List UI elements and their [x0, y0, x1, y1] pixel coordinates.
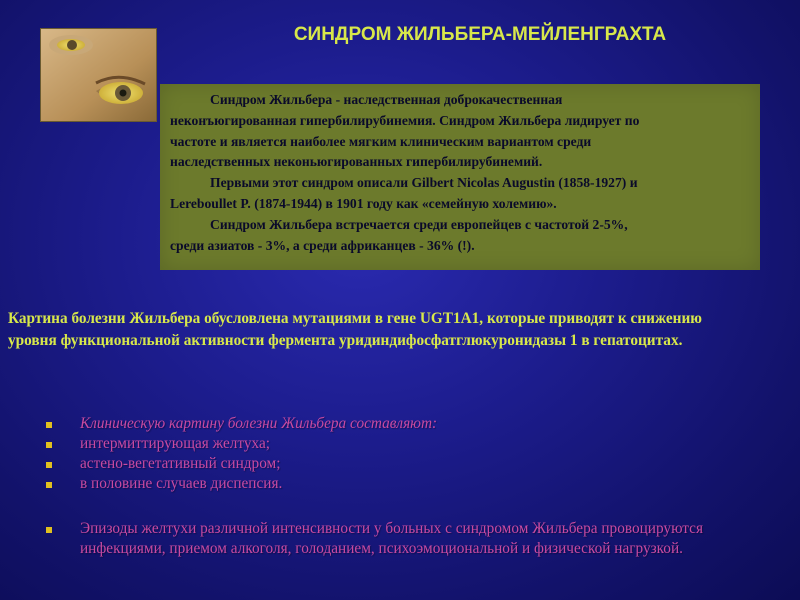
mutation-paragraph: Картина болезни Жильбера обусловлена мутациями в гене UGT1A1, которые приводят к снижению уровня функциональной активности фермента уридиндифосфатглюкуронидазы 1 в гепатоцитах.	[8, 310, 702, 349]
box-line: Первыми этот синдром описали Gilbert Nicolas Augustin (1858-1927) и	[210, 175, 638, 191]
jaundiced-eye-photo	[40, 28, 157, 122]
list-item	[46, 474, 766, 494]
box-line: наследственных неконьюгированных гипербилирубинемий.	[170, 154, 543, 170]
box-line: среди азиатов - 3%, а среди африканцев - 36% (!).	[170, 237, 475, 253]
box-line: неконъюгированная гипербилирубинемия. Синдром Жильбера лидирует по	[170, 112, 640, 128]
info-box	[160, 84, 760, 270]
box-line: Lereboullet P. (1874-1944) в 1901 году как «семейную холемию».	[170, 195, 557, 211]
episodes-text: Эпизоды желтухи различной интенсивности у больных с синдромом Жильбера провоцируются инфекциями, приемом алкоголя, голоданием, психоэмоциональной и физической нагрузкой.	[80, 520, 703, 557]
bullet-icon	[46, 422, 52, 428]
box-line: Синдром Жильбера встречается среди европейцев с частотой 2-5%,	[210, 216, 628, 232]
list-item	[46, 414, 766, 434]
bullet-icon	[46, 482, 52, 488]
list-item	[46, 519, 766, 559]
list-item-text: астено-вегетативный синдром;	[80, 455, 281, 472]
list-item-text: в половине случаев диспепсия.	[80, 475, 283, 492]
list-item	[46, 454, 766, 474]
clinical-list	[46, 414, 766, 559]
box-line: частоте и является наиболее мягким клиническим вариантом среди	[170, 133, 592, 149]
page-title: СИНДРОМ ЖИЛЬБЕРА-МЕЙЛЕНГРАХТА	[293, 24, 667, 45]
box-line: Синдром Жильбера - наследственная доброкачественная	[210, 92, 563, 107]
bullet-icon	[46, 442, 52, 448]
list-heading-text: Клиническую картину болезни Жильбера составляют:	[80, 415, 438, 432]
list-item-text: интермиттирующая желтуха;	[80, 435, 271, 452]
bullet-icon	[46, 527, 52, 533]
list-item	[46, 434, 766, 454]
bullet-icon	[46, 462, 52, 468]
